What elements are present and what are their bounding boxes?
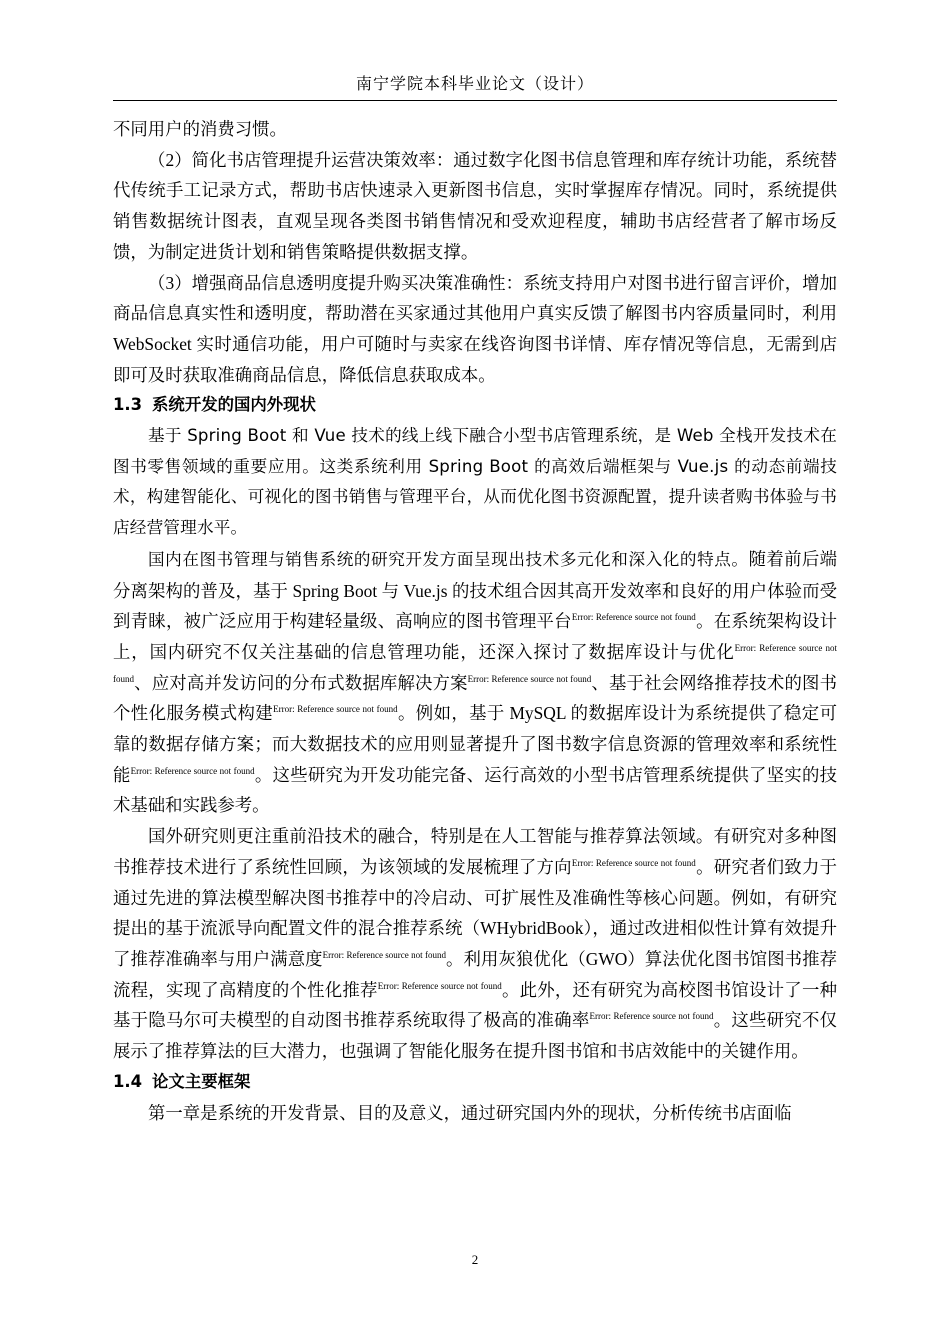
paragraph: （2）简化书店管理提升运营决策效率：通过数字化图书信息管理和库存统计功能，系统替代传统手工记录方式，帮助书店快速录入更新图书信息，实时掌握库存情况。同时，系统提供销售数据统计图表，直观呈现各类图书销售情况和受欢迎程度，辅助书店经营者了解市场反馈，为制定进货计划和销售策略提供数据支撑。	[113, 149, 837, 262]
citation-error: Error: Reference source not found	[273, 704, 398, 715]
paragraph	[113, 544, 837, 821]
citation-error: Error: Reference source not found	[113, 642, 837, 684]
citation-error: Error: Reference source not found	[322, 949, 446, 960]
paragraph	[113, 821, 837, 1067]
paragraph: 不同用户的消费习惯。	[113, 119, 287, 139]
section-number: 1.3	[113, 395, 143, 415]
citation-error: Error: Reference source not found	[130, 765, 255, 776]
section-number: 1.4	[113, 1071, 143, 1091]
running-header: 南宁学院本科毕业论文（设计）	[355, 74, 594, 93]
text-run: 。此外，还有研究为高校图书馆设计了一种基于隐马尔可夫模型的自动图书推荐系统取得了极高的准确率	[113, 979, 837, 1031]
text-run: 。这些研究不仅展示了推荐算法的巨大潜力，也强调了智能化服务在提升图书馆和书店效能中的关键作用。	[113, 1010, 837, 1062]
page-number: 2	[471, 1252, 479, 1267]
section-heading	[113, 390, 837, 421]
text-run: 随着前后端分离架构的普及，基于 Spring Boot 与 Vue.js 的技术组合因其高开发效率和良好的用户体验而受到青睐，被广泛应用于构建轻量级、高响应的图书管理平台	[113, 548, 837, 632]
text-run: 。研究者们致力于通过先进的算法模型解决图书推荐中的冷启动、可扩展性及准确性等核心问题。例如，有研究提出的基于流派导向配置文件的混合推荐系统（WHybridBook），通过改进相似性计算有效提升了推荐准确率与用户满意度	[113, 856, 837, 969]
paragraph-lead: 国内在图书管理与销售系统的研究开发方面呈现出技术多元化和深入化的特点。	[148, 549, 749, 569]
body-text	[113, 114, 837, 1128]
section-heading	[113, 1067, 837, 1098]
section-title: 系统开发的国内外现状	[152, 395, 316, 415]
paragraph: （3）增强商品信息透明度提升购买决策准确性：系统支持用户对图书进行留言评价，增加商品信息真实性和透明度，帮助潜在买家通过其他用户真实反馈了解图书内容质量同时，利用 WebSocket 实时通信功能，用户可随时与卖家在线咨询图书详情、库存情况等信息，无需到店即可及时获取准确商品信息，降低信息获取成本。	[113, 272, 837, 385]
text-run: 。例如，基于 MySQL 的数据库设计为系统提供了稳定可靠的数据存储方案；而大数据技术的应用则显著提升了图书数字信息资源的管理效率和系统性能	[113, 703, 837, 785]
citation-error: Error: Reference source not found	[589, 1011, 714, 1022]
paragraph: 第一章是系统的开发背景、目的及意义，通过研究国内外的现状，分析传统书店面临	[148, 1102, 792, 1123]
citation-error: Error: Reference source not found	[377, 980, 502, 991]
text-run: 。这些研究为开发功能完备、运行高效的小型书店管理系统提供了坚实的技术基础和实践参考。	[113, 764, 837, 816]
section-title: 论文主要框架	[152, 1071, 251, 1091]
text-run: 国外研究则更注重前沿技术的融合，特别是在人工智能与推荐算法领域。有研究对多种图书推荐技术进行了系统性回顾，为该领域的发展梳理了方向	[113, 826, 837, 877]
citation-error: Error: Reference source not found	[467, 673, 592, 684]
text-run: 、应对高并发访问的分布式数据库解决方案	[134, 672, 468, 693]
header-rule	[113, 100, 837, 101]
text-run: 。利用灰狼优化（GWO）算法优化图书馆图书推荐流程，实现了高精度的个性化推荐	[113, 948, 837, 1000]
text-run: 、基于社会网络推荐技术的图书个性化服务模式构建	[113, 672, 837, 724]
citation-error: Error: Reference source not found	[571, 857, 696, 868]
paragraph: 基于 Spring Boot 和 Vue 技术的线上线下融合小型书店管理系统，是 Web 全栈开发技术在图书零售领域的重要应用。这类系统利用 Spring Boot 的高效后端框架与 Vue.js 的动态前端技术，构建智能化、可视化的图书销售与管理平台，从而优化图书资源配置，提升读者购书体验与书店经营管理水平。	[113, 426, 837, 538]
text-run: 。在系统架构设计上，国内研究不仅关注基础的信息管理功能，还深入探讨了数据库设计与优化	[113, 611, 837, 662]
citation-error: Error: Reference source not found	[571, 612, 696, 623]
